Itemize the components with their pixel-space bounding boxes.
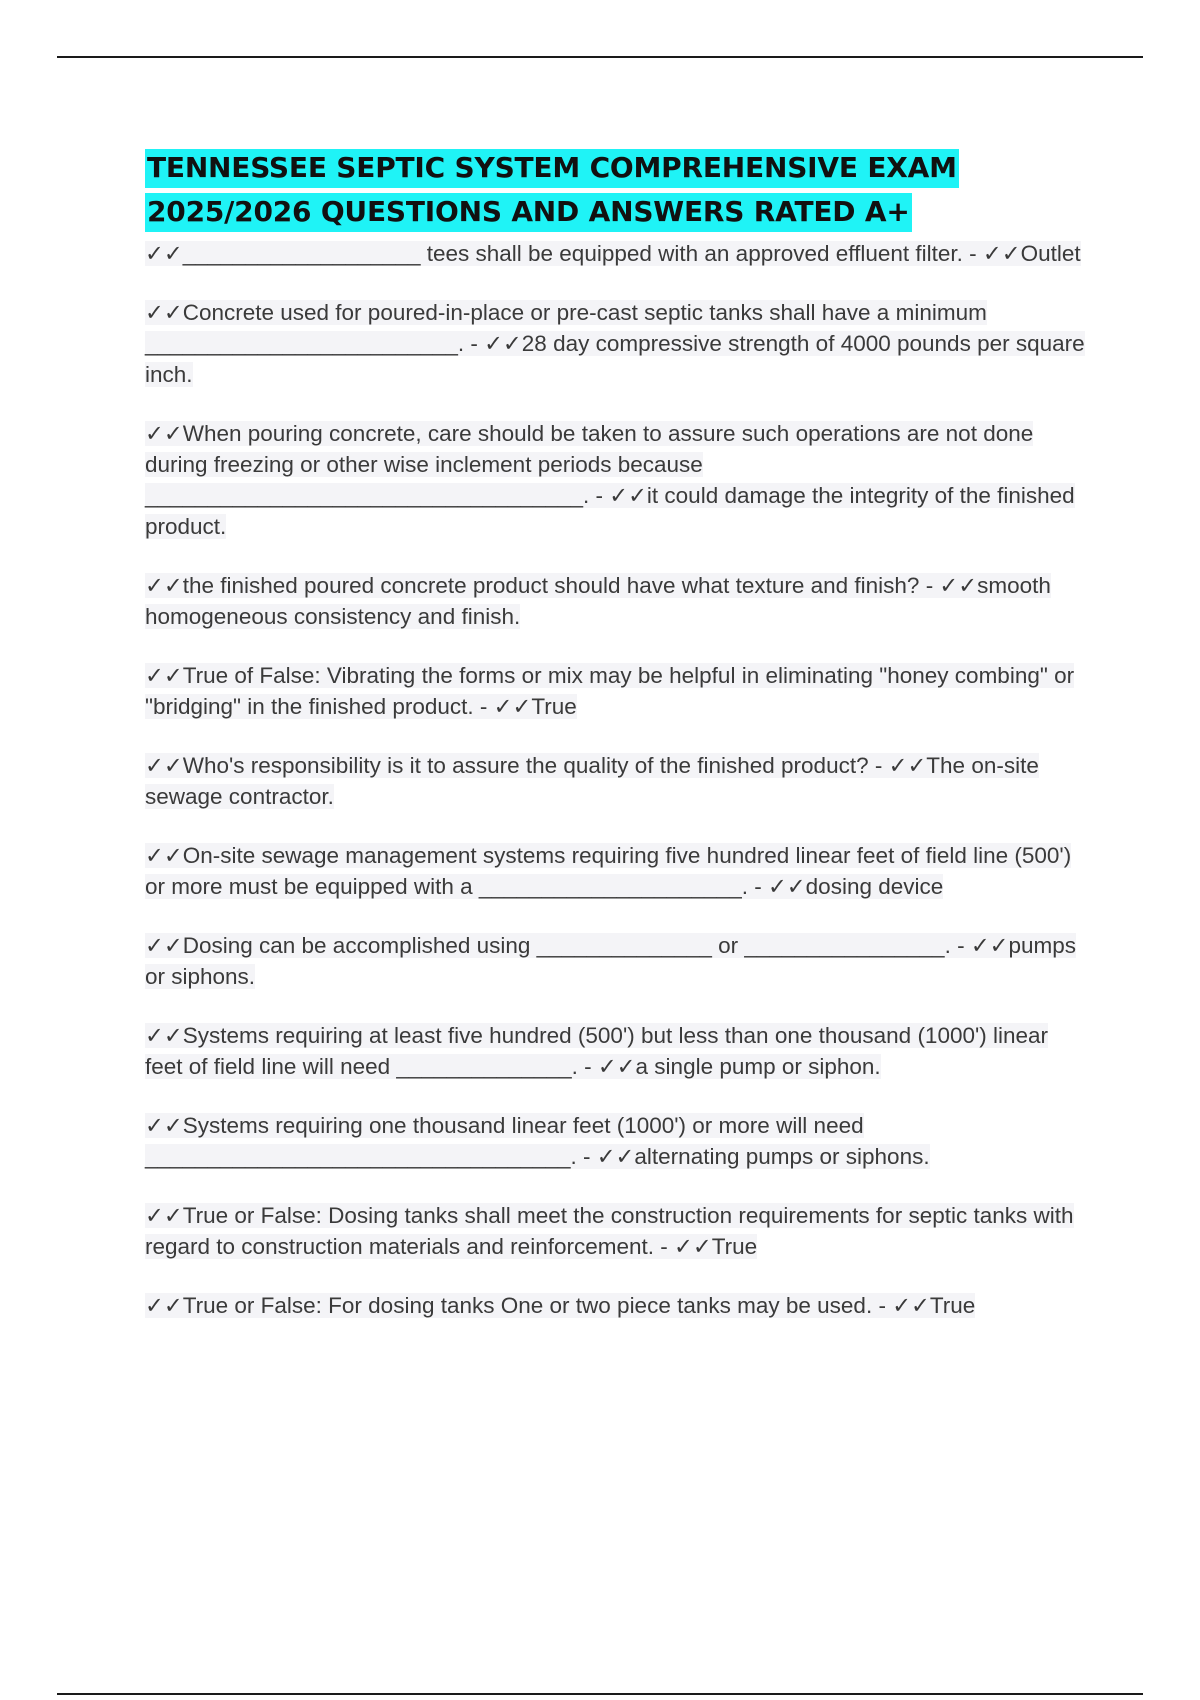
qa-text: ✓✓True or False: For dosing tanks One or two piece tanks may be used. - ✓✓True bbox=[145, 1293, 976, 1318]
qa-item bbox=[145, 660, 1085, 722]
qa-item bbox=[145, 297, 1085, 390]
qa-text: ✓✓Systems requiring at least five hundred (500') but less than one thousand (1000') linear feet of field line will need ______________. - ✓✓a single pump or siphon. bbox=[145, 1023, 1049, 1079]
document-body bbox=[145, 146, 1085, 1349]
qa-text: ✓✓True of False: Vibrating the forms or mix may be helpful in eliminating "honey combing" or "bridging" in the finished product. - ✓✓True bbox=[145, 663, 1075, 719]
qa-item bbox=[145, 570, 1085, 632]
title-line-2: 2025/2026 QUESTIONS AND ANSWERS RATED A+ bbox=[145, 193, 912, 232]
qa-text: ✓✓the finished poured concrete product should have what texture and finish? - ✓✓smooth homogeneous consistency and finish. bbox=[145, 573, 1051, 629]
document-title bbox=[145, 146, 1085, 234]
qa-text: ✓✓On-site sewage management systems requiring five hundred linear feet of field line (500') or more must be equipped with a _____________________. - ✓✓dosing device bbox=[145, 843, 1072, 899]
title-line-1: TENNESSEE SEPTIC SYSTEM COMPREHENSIVE EXAM bbox=[145, 149, 959, 188]
qa-item bbox=[145, 840, 1085, 902]
qa-item bbox=[145, 238, 1085, 269]
qa-item bbox=[145, 1290, 1085, 1321]
qa-text: ✓✓Dosing can be accomplished using ______________ or ________________. - ✓✓pumps or siphons. bbox=[145, 933, 1077, 989]
qa-text: ✓✓Systems requiring one thousand linear feet (1000') or more will need __________________________________. - ✓✓alternating pumps or siphons. bbox=[145, 1113, 930, 1169]
bottom-rule bbox=[57, 1693, 1143, 1695]
qa-text: ✓✓Who's responsibility is it to assure the quality of the finished product? - ✓✓The on-site sewage contractor. bbox=[145, 753, 1039, 809]
qa-item bbox=[145, 1200, 1085, 1262]
qa-item bbox=[145, 930, 1085, 992]
qa-item bbox=[145, 1020, 1085, 1082]
qa-text: ✓✓___________________ tees shall be equipped with an approved effluent filter. - ✓✓Outlet bbox=[145, 241, 1081, 266]
qa-text: ✓✓Concrete used for poured-in-place or pre-cast septic tanks shall have a minimum _________________________. - ✓✓28 day compressive strength of 4000 pounds per square inch. bbox=[145, 300, 1085, 387]
qa-item bbox=[145, 1110, 1085, 1172]
qa-item bbox=[145, 750, 1085, 812]
top-rule bbox=[57, 56, 1143, 58]
qa-text: ✓✓When pouring concrete, care should be taken to assure such operations are not done during freezing or other wise inclement periods because ___________________________________. - ✓✓it could damage the integrity of the finished product. bbox=[145, 421, 1075, 539]
qa-text: ✓✓True or False: Dosing tanks shall meet the construction requirements for septic tanks with regard to construction materials and reinforcement. - ✓✓True bbox=[145, 1203, 1074, 1259]
qa-item bbox=[145, 418, 1085, 542]
